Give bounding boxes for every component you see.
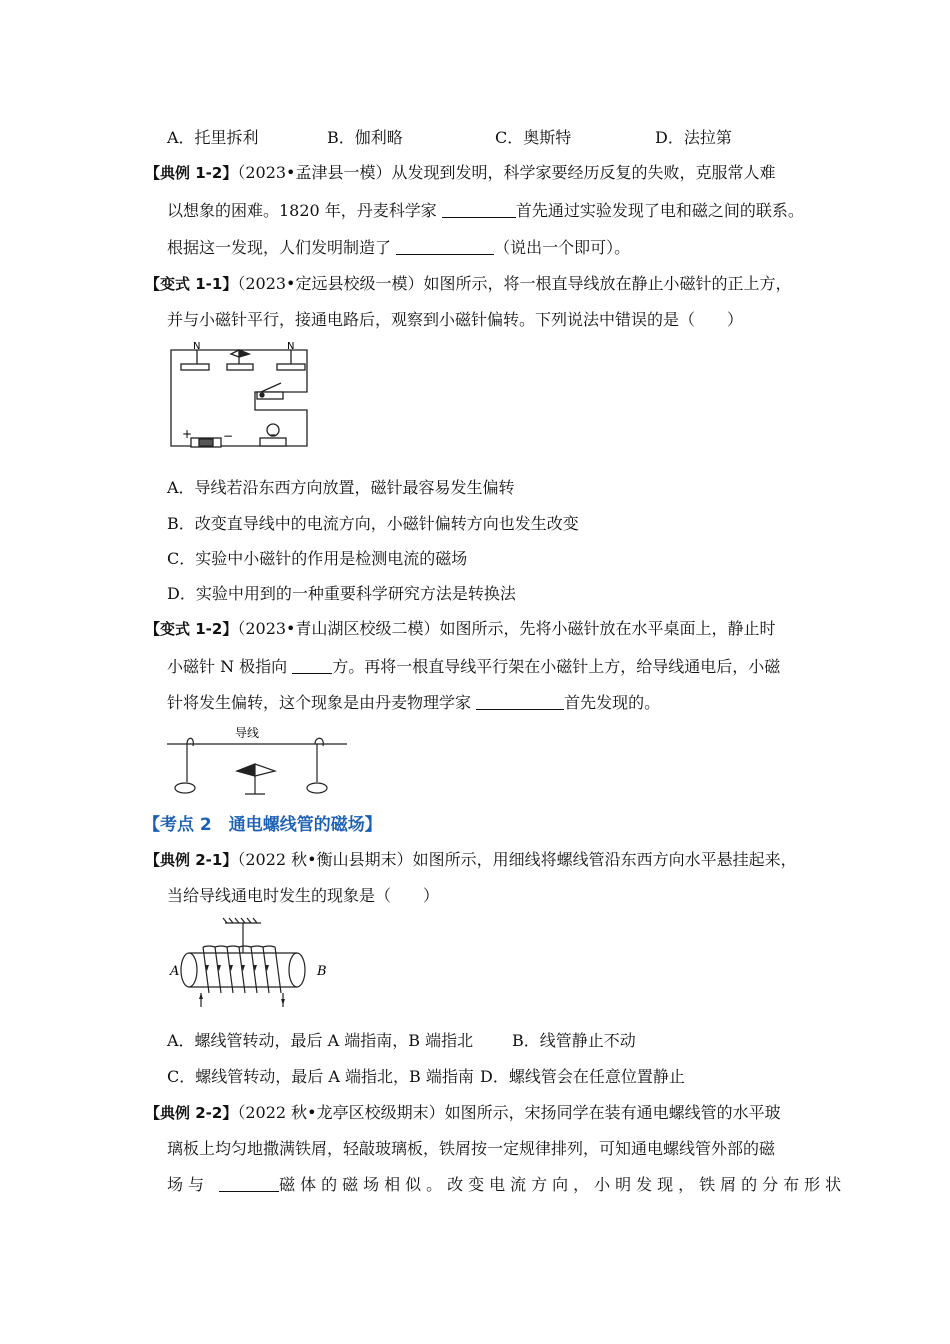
option-b: B．改变直导线中的电流方向，小磁针偏转方向也发生改变 [167, 514, 579, 533]
answer-blank[interactable] [396, 238, 494, 255]
question-v1-2 [145, 618, 776, 640]
answer-blank[interactable] [476, 693, 564, 710]
question-line [167, 1174, 846, 1196]
option-d: D．螺线管会在任意位置静止 [480, 1067, 685, 1086]
answer-blank[interactable] [292, 657, 332, 674]
question-tag: 【典例 2-1】 [145, 851, 238, 869]
text-segment: 首先发现的。 [564, 693, 661, 712]
figure-label-n: N [193, 341, 201, 352]
label-a: A [170, 964, 180, 979]
option-a: A．螺线管转动，最后 A 端指南，B 端指北 [167, 1031, 474, 1050]
question-1-2 [145, 162, 776, 184]
question-tag: 【典例 2-2】 [145, 1104, 238, 1122]
question-2-1 [145, 849, 797, 871]
option-c: C．螺线管转动，最后 A 端指北，B 端指南 [167, 1067, 474, 1086]
section-heading: 【考点 2 通电螺线管的磁场】 [143, 815, 382, 835]
wire-compass-figure [165, 722, 355, 800]
question-2-2 [145, 1102, 781, 1124]
answer-blank[interactable] [442, 201, 516, 218]
text-segment: 场与 [167, 1175, 220, 1194]
option-a: A．导线若沿东西方向放置，磁针最容易发生偏转 [167, 478, 515, 497]
wire-label: 导线 [235, 726, 260, 740]
option-c: C．实验中小磁针的作用是检测电流的磁场 [167, 549, 468, 568]
question-text: （2023•青山湖区校级二模）如图所示，先将小磁针放在水平桌面上，静止时 [237, 619, 776, 638]
text-segment: 磁体的磁场相似。改变电流方向，小明发现，铁屑的分布形状 [279, 1175, 847, 1194]
question-line [167, 237, 630, 259]
figure-label-minus: − [223, 429, 234, 443]
figure-label-plus: + [182, 427, 193, 441]
question-v1-1 [145, 273, 792, 295]
option-b: B．伽利略 [327, 128, 403, 147]
text-segment: 小磁针 N 极指向 [167, 657, 293, 676]
text-segment: 根据这一发现，人们发明制造了 [167, 238, 397, 257]
option-d: D．实验中用到的一种重要科学研究方法是转换法 [167, 584, 516, 603]
question-tag: 【变式 1-2】 [145, 620, 238, 638]
text-segment: 针将发生偏转，这个现象是由丹麦物理学家 [167, 693, 477, 712]
option-b: B．线管静止不动 [512, 1031, 636, 1050]
question-line [167, 656, 780, 678]
text-segment: 方。再将一根直导线平行架在小磁针上方，给导线通电后，小磁 [332, 657, 781, 676]
question-line [167, 200, 804, 222]
question-text: （2023•孟津县一模）从发现到发明，科学家要经历反复的失败，克服常人难 [237, 163, 776, 182]
answer-blank[interactable] [219, 1175, 279, 1192]
question-line [167, 692, 660, 714]
question-line: 并与小磁针平行，接通电路后，观察到小磁针偏转。下列说法中错误的是（ ） [167, 310, 744, 329]
text-segment: 首先通过实验发现了电和磁之间的联系。 [515, 201, 804, 220]
option-a: A．托里拆利 [167, 128, 259, 147]
solenoid-figure [165, 915, 335, 1010]
question-tag: 【变式 1-1】 [145, 275, 238, 293]
question-tag: 【典例 1-2】 [145, 164, 238, 182]
question-text: （2022 秋•龙亭区校级期末）如图所示，宋扬同学在装有通电螺线管的水平玻 [237, 1103, 781, 1122]
question-text: （2023•定远县校级一模）如图所示，将一根直导线放在静止小磁针的正上方， [237, 274, 792, 293]
circuit-figure [165, 340, 315, 450]
label-b: B [317, 964, 327, 979]
figure-label-n: N [287, 341, 295, 352]
option-c: C．奥斯特 [495, 128, 572, 147]
text-segment: （说出一个即可）。 [494, 238, 631, 257]
question-text: （2022 秋•衡山县期末）如图所示，用细线将螺线管沿东西方向水平悬挂起来， [237, 850, 797, 869]
question-line: 当给导线通电时发生的现象是（ ） [167, 886, 440, 905]
question-line: 璃板上均匀地撒满铁屑，轻敲玻璃板，铁屑按一定规律排列，可知通电螺线管外部的磁 [167, 1139, 776, 1158]
text-segment: 以想象的困难。1820 年，丹麦科学家 [167, 201, 442, 220]
option-d: D．法拉第 [655, 128, 732, 147]
